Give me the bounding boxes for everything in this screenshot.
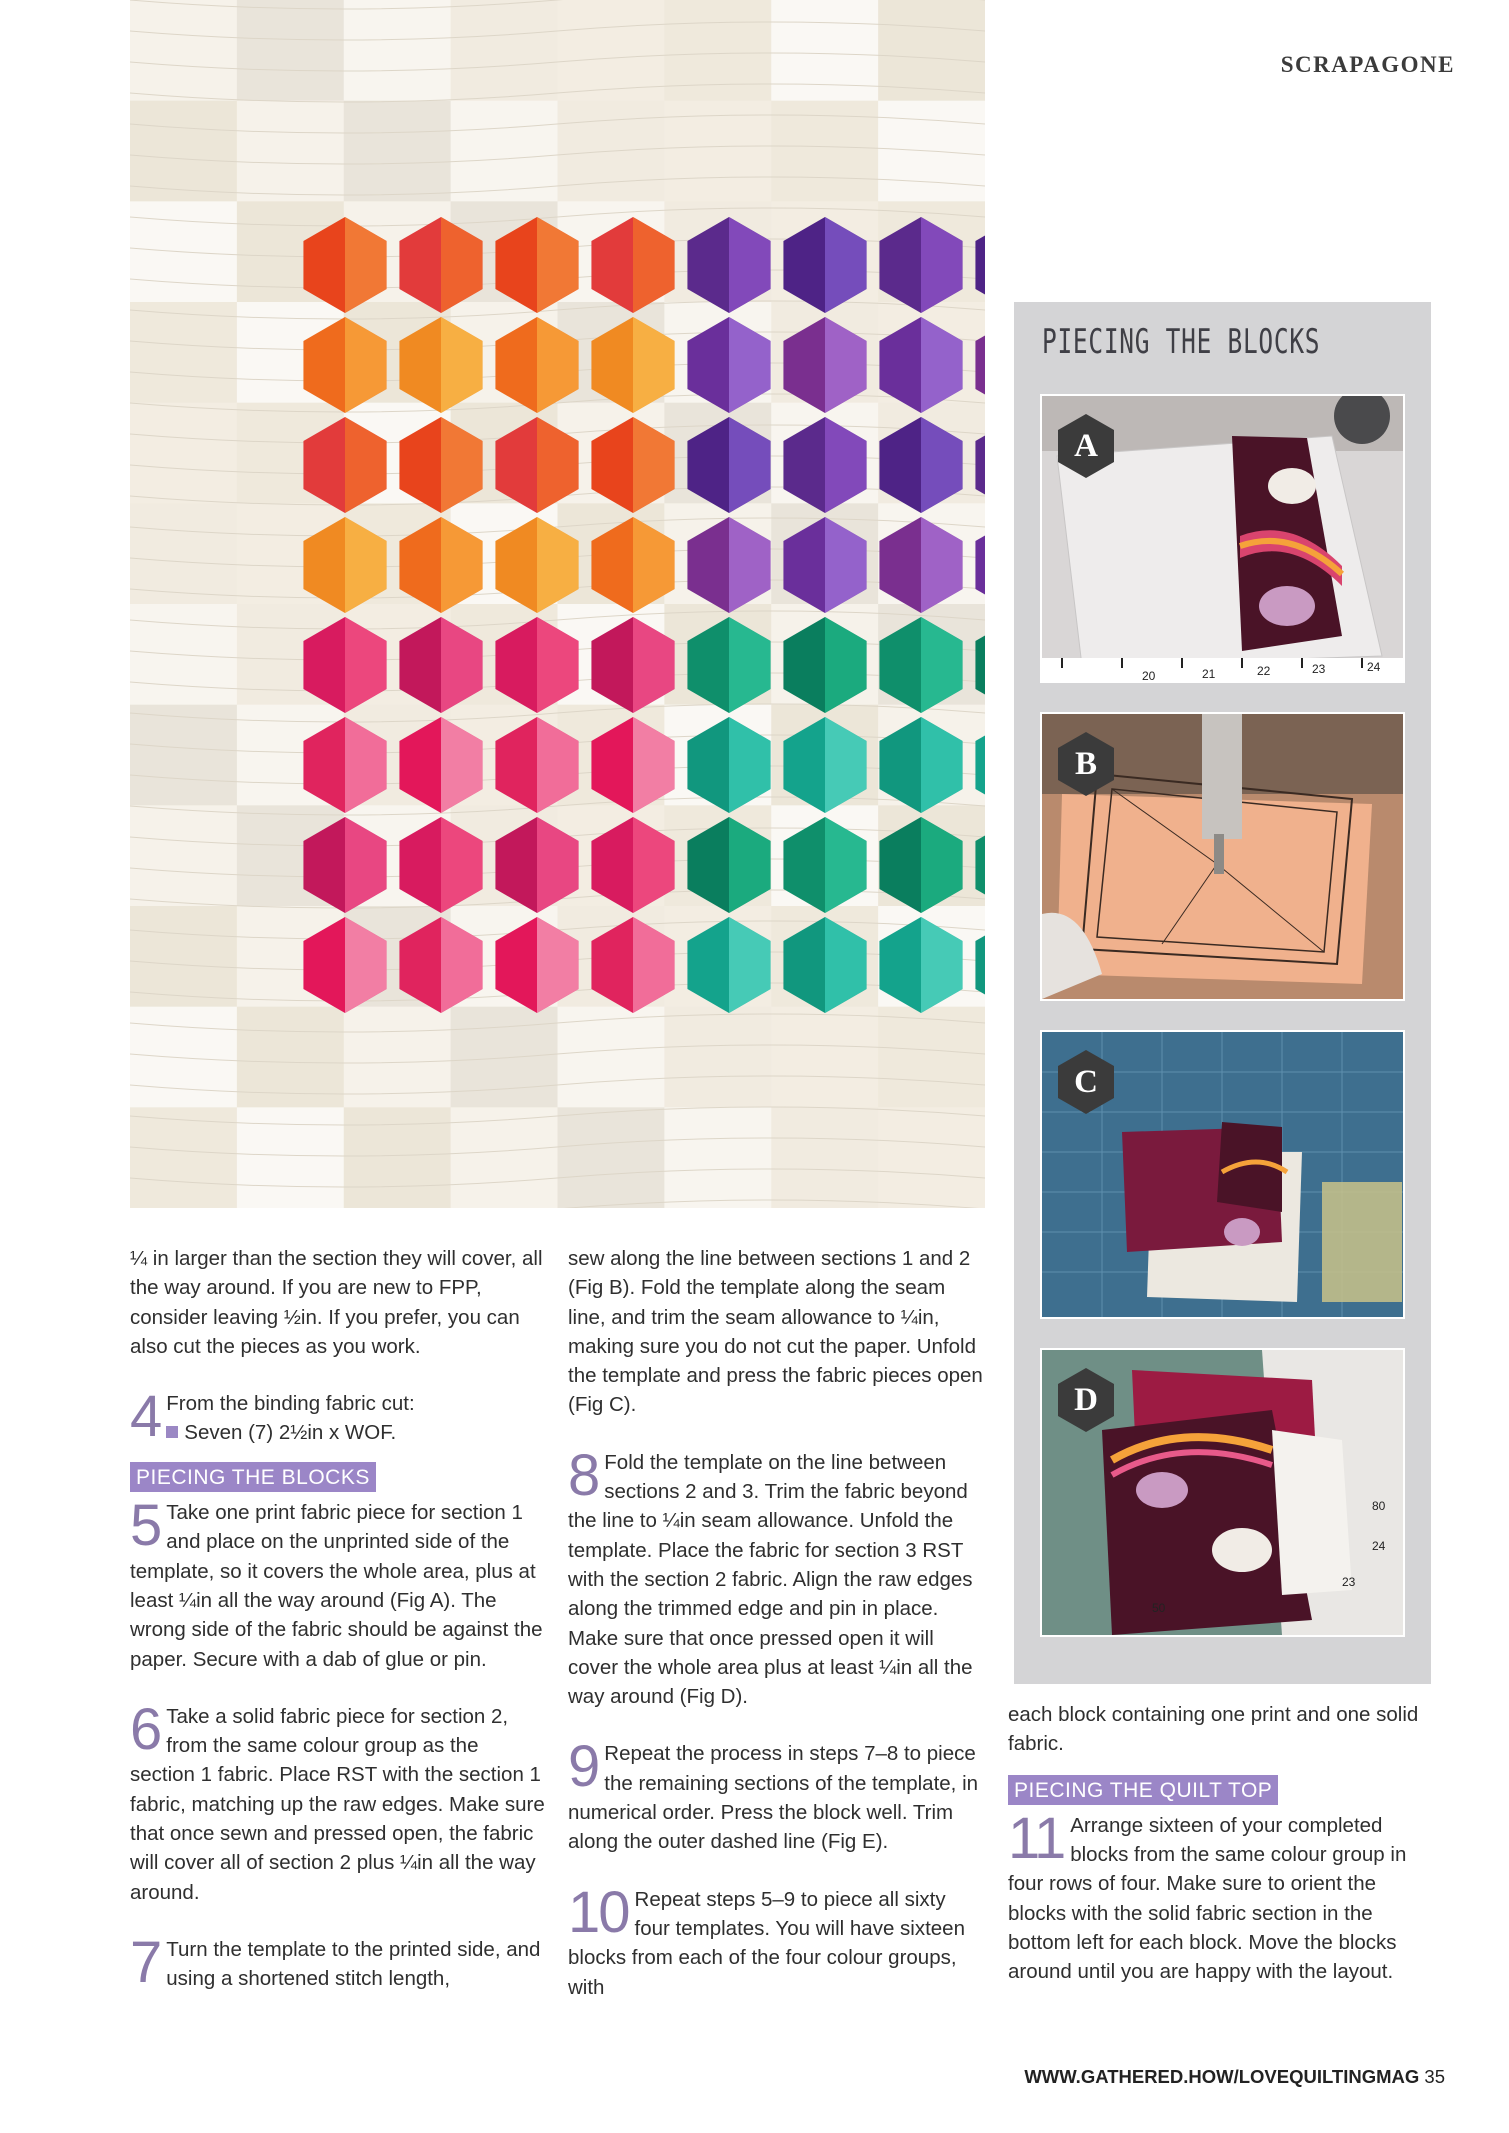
section-tag: SCRAPAGONE (1280, 52, 1455, 77)
step-10 (568, 1879, 986, 2002)
step-9-text: Repeat the process in steps 7–8 to piece the remaining sections of the template, in numerical order. Press the block well. Trim along the outer dashed line (Fig E). (568, 1742, 979, 1854)
ruler-number: 23 (1312, 662, 1326, 676)
figure-a-letter: A (1074, 428, 1098, 464)
figure-b-letter: B (1074, 746, 1097, 782)
page-footer (1024, 2066, 1445, 2088)
figure-b (1040, 712, 1405, 1001)
figure-d (1040, 1348, 1405, 1637)
figure-c (1040, 1030, 1405, 1319)
figure-a (1040, 394, 1405, 683)
step-9 (568, 1734, 986, 1856)
column-1 (130, 1244, 545, 1994)
heading-wrap (130, 1462, 545, 1492)
piecing-sidebar (1014, 302, 1431, 1684)
step-number: 9 (568, 1734, 599, 1800)
figure-b-badge (1058, 732, 1114, 796)
step-4-bullet (130, 1418, 545, 1447)
ruler-number: 23 (1342, 1575, 1356, 1589)
figure-c-letter: C (1074, 1064, 1098, 1100)
quilt-hexagons-image (130, 0, 985, 1208)
footer-url[interactable]: WWW.GATHERED.HOW/LOVEQUILTINGMAG (1024, 2066, 1420, 2087)
column-3 (1008, 1700, 1428, 1987)
step-4 (130, 1384, 545, 1450)
step-11-text: Arrange sixteen of your completed blocks from the same colour group in four rows of four. Make sure to orient the blocks with the solid fabric section in the bottom left for each block. Move the blocks around until you are happy with the layout. (1008, 1813, 1407, 1984)
step-number: 5 (130, 1493, 161, 1559)
step-5 (130, 1493, 545, 1674)
step-5-text: Take one print fabric piece for section 1 and place on the unprinted side of the template, so it covers the whole area, plus at least ¼in all the way around (Fig A). The wrong side of the fabric should be against the paper. Secure with a dab of glue or pin. (130, 1501, 543, 1671)
step-8 (568, 1442, 986, 1712)
figure-a-badge (1058, 414, 1114, 478)
step-4-bullet-text: Seven (7) 2½in x WOF. (184, 1421, 397, 1445)
square-bullet-icon (166, 1426, 178, 1438)
ruler-number: 22 (1257, 664, 1271, 678)
ruler-number: 80 (1372, 1499, 1386, 1513)
ruler-number: 24 (1372, 1539, 1386, 1553)
step-6-text: Take a solid fabric piece for section 2, from the same colour group as the section 1 fabric. Place RST with the section 1 fabric, matching up the raw edges. Make sure that once sewn and pressed open, the fabric will cover all of section 2 plus ¼in all the way around. (130, 1704, 545, 1904)
step-number: 10 (568, 1879, 629, 1945)
step-number: 8 (568, 1442, 599, 1508)
step-7-text: Turn the template to the printed side, and using a shortened stitch length, (166, 1937, 541, 1991)
step-10-text: Repeat steps 5–9 to piece all sixty four templates. You will have sixteen blocks from each of the four colour groups, with (568, 1887, 965, 1999)
step-number: 11 (1008, 1805, 1065, 1871)
piecing-quilt-top-heading: PIECING THE QUILT TOP (1008, 1775, 1278, 1805)
step-number: 6 (130, 1696, 161, 1762)
column-1-intro: ¼ in larger than the section they will cover, all the way around. If you are new to FPP, consider leaving ½in. If you prefer, you can also cut the pieces as you work. (130, 1247, 543, 1358)
step-number: 4 (130, 1384, 161, 1450)
figure-c-badge (1058, 1050, 1114, 1114)
step-6 (130, 1696, 545, 1907)
figure-d-badge (1058, 1368, 1114, 1432)
step-number: 7 (130, 1929, 161, 1995)
piecing-blocks-heading: PIECING THE BLOCKS (130, 1462, 376, 1492)
step-7 (130, 1929, 545, 1995)
step-11 (1008, 1805, 1428, 1987)
page-number: 35 (1424, 2066, 1445, 2087)
ruler-number: 50 (1152, 1601, 1166, 1615)
step-4-text: From the binding fabric cut: (166, 1392, 415, 1416)
column-3-intro: each block containing one print and one solid fabric. (1008, 1703, 1419, 1756)
ruler-number: 21 (1202, 667, 1216, 681)
column-2 (568, 1244, 986, 2002)
sidebar-title: PIECING THE BLOCKS (1042, 322, 1321, 362)
quilt-photo (130, 0, 985, 1208)
heading-wrap (1008, 1775, 1428, 1805)
column-2-intro: sew along the line between sections 1 and 2 (Fig B). Fold the template along the seam line, and trim the seam allowance to ¼in, making sure you do not cut the paper. Unfold the template and press the fabric pieces open (Fig C). (568, 1247, 983, 1417)
figure-d-letter: D (1074, 1382, 1098, 1418)
ruler-number: 24 (1367, 660, 1381, 674)
ruler-number: 20 (1142, 669, 1156, 681)
step-8-text: Fold the template on the line between sections 2 and 3. Trim the fabric beyond the line to ¼in seam allowance. Unfold the template. Place the fabric for section 3 RST with the section 2 fabric. Align the raw edges along the trimmed edge and pin in place. Make sure that once pressed open it will cover the whole area plus at least ¼in all the way around (Fig D). (568, 1450, 973, 1709)
